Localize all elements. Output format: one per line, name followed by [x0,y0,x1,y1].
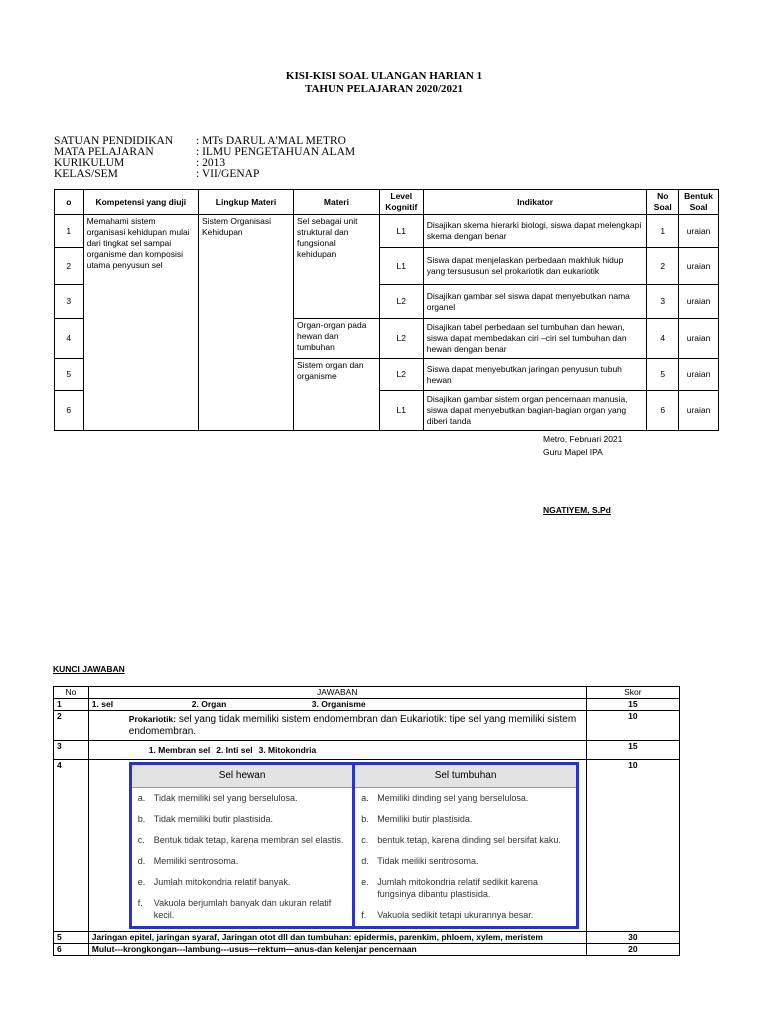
kunci-answer-5: Jaringan epitel, jaringan syaraf, Jaringan otot dll dan tumbuhan: epidermis, parenkim, phloem, xylem, meristem [88,932,586,944]
table-row [54,741,680,760]
item-letter: b. [137,814,146,824]
header-materi: Materi [294,190,380,215]
table-row [55,215,719,248]
kunci-no: 1 [54,699,89,711]
sel-tumbuhan-column [352,765,576,926]
info-label: MATA PELAJARAN [54,146,154,158]
kunci-no: 4 [54,760,89,932]
item-text: Memiliki sentrosoma. [153,856,239,866]
item-text: Tidak memiliki sel yang berselulosa. [153,793,298,803]
list-item [355,830,576,851]
bentuk-cell: uraian [679,391,719,431]
signature-name: NGATIYEM, S.Pd [543,505,611,515]
info-value: : ILMU PENGETAHUAN ALAM [196,146,356,158]
answer-item: 3. Organisme [311,699,366,709]
row-no: 3 [55,285,84,319]
level-cell: L2 [379,319,423,359]
table-row [54,711,680,741]
bentuk-cell: uraian [679,248,719,285]
kunci-header-no: No [54,687,89,699]
bentuk-cell: uraian [679,359,719,391]
answer-item: 2. Inti sel [216,745,253,755]
row-no: 1 [55,215,84,248]
kunci-skor: 20 [586,944,679,956]
no-soal-cell: 5 [647,359,679,391]
kunci-skor: 15 [586,699,679,711]
materi-cell: Organ-organ pada hewan dan tumbuhan [294,319,380,359]
table-row [54,944,680,956]
info-label: KURIKULUM [54,157,125,169]
answer-item: 1. sel [91,699,114,709]
kunci-header-jawaban: JAWABAN [88,687,586,699]
table-row [54,932,680,944]
row-no: 4 [55,319,84,359]
kunci-skor: 30 [586,932,679,944]
list-item [355,872,576,905]
info-label: KELAS/SEM [54,168,118,180]
item-letter: a. [137,793,146,803]
item-letter: f. [137,898,143,908]
list-item [132,893,353,926]
indikator-cell: Disajikan skema hierarki biologi, siswa dapat melengkapi skema dengan benar [423,215,647,248]
item-letter: e. [361,877,369,887]
no-soal-cell: 3 [647,285,679,319]
indikator-cell: Disajikan gambar sistem organ pencernaan manusia, siswa dapat menyebutkan bagian-bagian organ yang diberi tanda [423,391,647,431]
kunci-skor: 15 [586,741,679,760]
item-text: Tidak meiliki sentrosoma. [377,856,479,866]
list-item [355,788,576,809]
table-header-row [55,190,719,215]
header-no: o [55,190,84,215]
kunci-no: 3 [54,741,89,760]
list-item [132,809,353,830]
table-row [54,760,680,932]
kunci-answer-2 [88,711,586,741]
item-letter: c. [137,835,145,845]
materi-cell: Sistem organ dan organisme [294,359,380,431]
document-subtitle: TAHUN PELAJARAN 2020/2021 [304,83,464,95]
kunci-no: 6 [54,944,89,956]
kunci-answer-4 [88,760,586,932]
item-letter: d. [361,856,369,866]
school-info [54,136,355,180]
sel-hewan-column [132,765,353,926]
indikator-cell: Disajikan gambar sel siswa dapat menyebutkan nama organel [423,285,647,319]
info-label: SATUAN PENDIDIKAN [54,135,174,147]
item-letter: d. [137,856,146,866]
kunci-answer-6: Mulut---krongkongan---lambung---usus—rektum—anus-dan kelenjar pencernaan [88,944,586,956]
row-no: 2 [55,248,84,285]
header-level: Level Kognitif [379,190,423,215]
indikator-cell: Siswa dapat menyebutkan jaringan penyusun tubuh hewan [423,359,647,391]
answer-item: 2. Organ [191,699,227,709]
bentuk-cell: uraian [679,319,719,359]
info-value: : 2013 [196,157,226,169]
row-no: 6 [55,391,84,431]
level-cell: L2 [379,359,423,391]
item-text: Jumlah mitokondria relatif sedikit karena fungsinya dibantu plastisida. [377,877,538,899]
item-text: Vakuola berjumlah banyak dan ukuran relatif kecil. [153,898,332,920]
list-item [132,788,353,809]
info-row-class [54,169,355,180]
item-text: Tidak memiliki butir plastisida. [153,814,273,824]
kunci-skor: 10 [586,760,679,932]
sel-hewan-header: Sel hewan [132,765,353,788]
kompetensi-cell: Memahami sistem organisasi kehidupan mulai dari tingkat sel sampai organisme dan komposisi utama penyusun sel [83,215,198,431]
table-row [54,699,680,711]
item-text: Memiliki dinding sel yang berselulosa. [377,793,529,803]
header-lingkup: Lingkup Materi [199,190,294,215]
kunci-header-skor: Skor [586,687,679,699]
list-item [355,809,576,830]
kunci-answer-1 [88,699,586,711]
kunci-no: 2 [54,711,89,741]
sel-tumbuhan-header: Sel tumbuhan [355,765,576,788]
item-text: bentuk tetap, karena dinding sel bersifat kaku. [377,835,561,845]
item-text: Memiliki butir plastisida. [377,814,473,824]
answer-text: sel yang tidak memiliki sistem endomembran dan Eukariotik: tipe sel yang memiliki sistem endomembran. [128,714,577,737]
row-no: 5 [55,359,84,391]
indikator-cell: Disajikan tabel perbedaan sel tumbuhan dan hewan, siswa dapat membedakan ciri –ciri sel tumbuhan dan hewan dengan benar [423,319,647,359]
document-title: KISI-KISI SOAL ULANGAN HARIAN 1 [285,70,483,82]
kunci-no: 5 [54,932,89,944]
level-cell: L2 [379,285,423,319]
header-indikator: Indikator [423,190,647,215]
info-value: : VII/GENAP [196,168,260,180]
kunci-skor: 10 [586,711,679,741]
level-cell: L1 [379,215,423,248]
bentuk-cell: uraian [679,215,719,248]
answer-item: 3. Mitokondria [258,745,317,755]
item-text: Vakuola sedikit tetapi ukurannya besar. [377,910,534,920]
materi-cell: Sel sebagai unit struktural dan fungsional kehidupan [294,215,380,319]
list-item [132,872,353,893]
item-letter: c. [361,835,369,845]
header-no-soal: No Soal [647,190,679,215]
item-letter: b. [361,814,369,824]
indikator-cell: Siswa dapat menjelaskan perbedaan makhluk hidup yang tersususun sel prokariotik dan eukariotik [423,248,647,285]
no-soal-cell: 6 [647,391,679,431]
item-text: Bentuk tidak tetap, karena membran sel elastis. [153,835,344,845]
item-letter: f. [361,910,367,920]
cell-comparison-table [129,762,579,929]
bentuk-cell: uraian [679,285,719,319]
level-cell: L1 [379,391,423,431]
kunci-jawaban-title: KUNCI JAWABAN [53,664,125,674]
list-item [132,830,353,851]
no-soal-cell: 4 [647,319,679,359]
info-value: : MTs DARUL A'MAL METRO [196,135,346,147]
signature-role: Guru Mapel IPA [543,447,603,457]
kunci-header-row [54,687,680,699]
kunci-jawaban-table [53,686,680,956]
kunci-answer-3 [88,741,586,760]
list-item [355,905,576,926]
header-kompetensi: Kompetensi yang diuji [83,190,198,215]
no-soal-cell: 2 [647,248,679,285]
item-text: Jumlah mitokondria relatif banyak. [153,877,291,887]
lingkup-cell: Sistem Organisasi Kehidupan [199,215,294,431]
kisi-kisi-table [54,189,719,431]
prokariotik-label: Prokariotik: [128,714,177,724]
item-letter: a. [361,793,369,803]
list-item [132,851,353,872]
answer-item: 1. Membran sel [148,745,211,755]
list-item [355,851,576,872]
item-letter: e. [137,877,146,887]
no-soal-cell: 1 [647,215,679,248]
level-cell: L1 [379,248,423,285]
header-bentuk: Bentuk Soal [679,190,719,215]
signature-place-date: Metro, Februari 2021 [543,434,623,444]
